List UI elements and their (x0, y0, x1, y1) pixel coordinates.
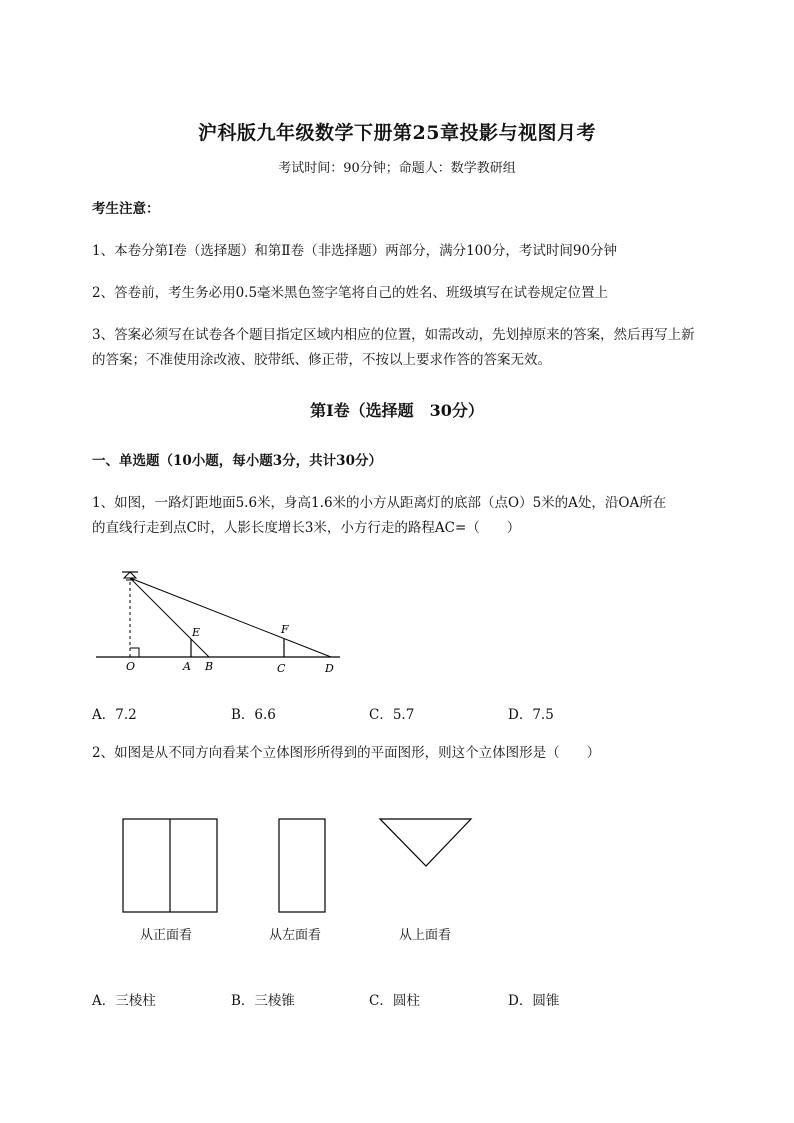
q2-option-a[interactable]: A．三棱柱 (92, 993, 156, 1009)
part-heading: 一、单选题（10小题，每小题3分，共计30分） (92, 453, 382, 469)
notice-item-3-cont: 的答案；不准使用涂改液、胶带纸、修正带，不按以上要求作答的答案无效。 (92, 352, 551, 368)
label-A: A (183, 660, 191, 673)
section-title: 第I卷（选择题 30分） (310, 401, 484, 420)
page-title: 沪科版九年级数学下册第25章投影与视图月考 (198, 122, 596, 144)
q2-option-d[interactable]: D．圆锥 (508, 993, 560, 1009)
left-view-rect (279, 819, 325, 912)
label-F: F (281, 623, 289, 636)
q1-text-line2: 的直线行走到点C时，人影长度增长3米，小方行走的路程AC=（ ） (92, 520, 521, 536)
q1-option-a[interactable]: A．7.2 (92, 707, 137, 723)
top-view-triangle (380, 819, 471, 866)
label-B: B (205, 660, 214, 673)
label-O: O (126, 660, 136, 673)
q1-option-b[interactable]: B．6.6 (231, 707, 276, 723)
label-D: D (325, 662, 334, 675)
front-view-label: 从正面看 (140, 928, 193, 943)
exam-info: 考试时间：90分钟；命题人：数学教研组 (278, 161, 516, 176)
q1-option-d[interactable]: D．7.5 (508, 707, 554, 723)
q1-text-line1: 1、如图，一路灯距地面5.6米，身高1.6米的小方从距离灯的底部（点O）5米的A处，沿OA所在 (92, 495, 667, 511)
notice-item-3: 3、答案必须写在试卷各个题目指定区域内相应的位置，如需改动，先划掉原来的答案，然后再写上新 (92, 327, 695, 343)
top-view-label: 从上面看 (399, 928, 452, 943)
q2-option-c[interactable]: C．圆柱 (369, 993, 420, 1009)
q1-option-c[interactable]: C．5.7 (369, 707, 415, 723)
notice-item-1: 1、本卷分第I卷（选择题）和第Ⅱ卷（非选择题）两部分，满分100分，考试时间90分钟 (92, 243, 618, 259)
label-C: C (277, 662, 286, 675)
q2-option-b[interactable]: B．三棱锥 (231, 993, 295, 1009)
notice-heading: 考生注意： (92, 201, 160, 217)
label-E: E (192, 626, 201, 639)
q2-text: 2、如图是从不同方向看某个立体图形所得到的平面图形，则这个立体图形是（ ） (92, 745, 601, 761)
left-view-label: 从左面看 (269, 928, 322, 943)
notice-item-2: 2、答卷前，考生务必用0.5毫米黑色签字笔将自己的姓名、班级填写在试卷规定位置上 (92, 285, 609, 301)
